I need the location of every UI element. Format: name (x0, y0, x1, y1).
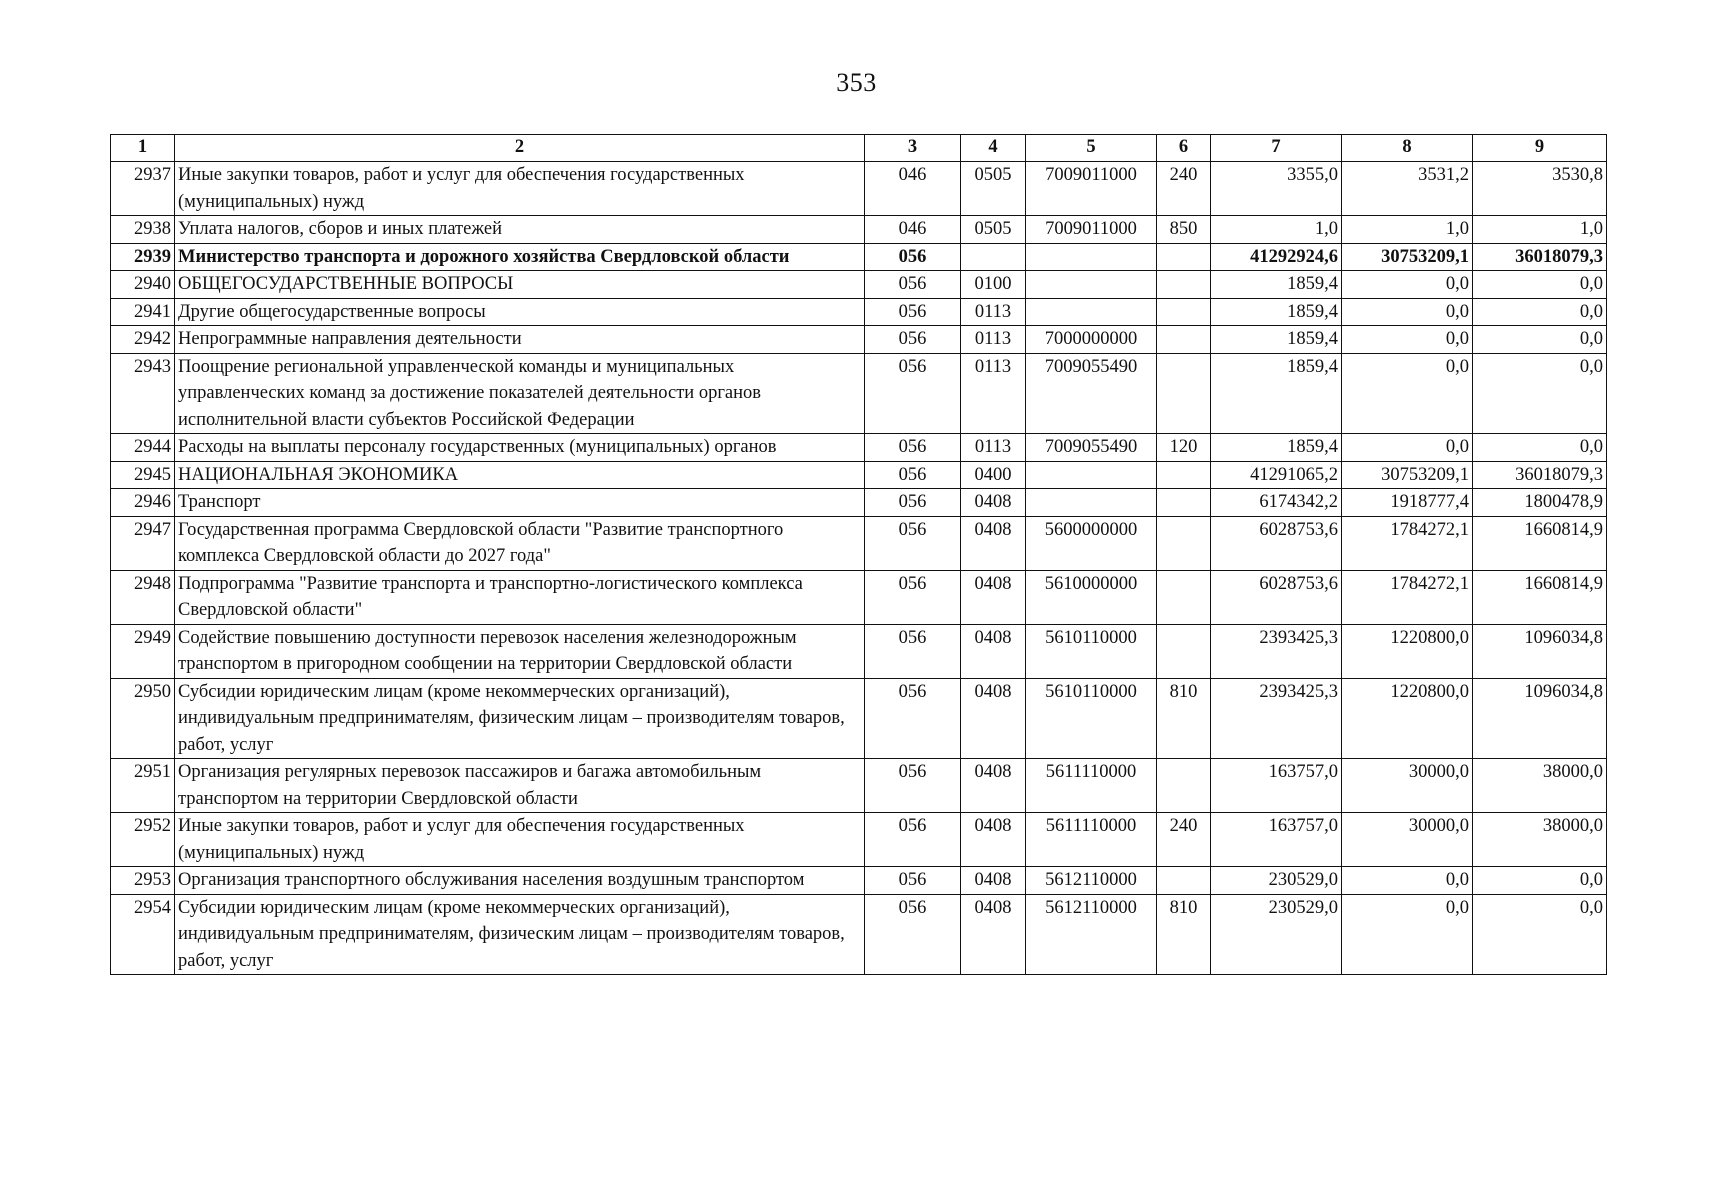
amount-col9-cell: 0,0 (1473, 326, 1607, 354)
amount-col9-cell: 0,0 (1473, 434, 1607, 462)
item-name-cell: Государственная программа Свердловской области "Развитие транспортного комплекса Свердловской области до 2027 года" (175, 516, 865, 570)
table-row (111, 867, 1607, 895)
table-row (111, 516, 1607, 570)
item-name-cell: Транспорт (175, 489, 865, 517)
target-article-cell: 7000000000 (1026, 326, 1157, 354)
item-name-cell: Расходы на выплаты персоналу государственных (муниципальных) органов (175, 434, 865, 462)
table-row (111, 813, 1607, 867)
amount-col7-cell: 163757,0 (1211, 813, 1342, 867)
amount-col8-cell: 0,0 (1342, 271, 1473, 299)
amount-col9-cell: 3530,8 (1473, 162, 1607, 216)
expense-type-cell: 240 (1157, 162, 1211, 216)
row-number-cell: 2937 (111, 162, 175, 216)
column-header-9: 9 (1473, 135, 1607, 162)
section-code-cell: 0408 (961, 624, 1026, 678)
ministry-code-cell: 056 (865, 353, 961, 434)
row-number-cell: 2945 (111, 461, 175, 489)
expense-type-cell (1157, 867, 1211, 895)
amount-col7-cell: 230529,0 (1211, 894, 1342, 975)
page-number: 353 (836, 68, 877, 97)
target-article-cell (1026, 298, 1157, 326)
target-article-cell: 7009055490 (1026, 353, 1157, 434)
section-code-cell: 0100 (961, 271, 1026, 299)
column-header-2: 2 (175, 135, 865, 162)
amount-col9-cell: 0,0 (1473, 867, 1607, 895)
section-code-cell: 0408 (961, 489, 1026, 517)
amount-col8-cell: 1784272,1 (1342, 516, 1473, 570)
target-article-cell: 5610110000 (1026, 624, 1157, 678)
expense-type-cell (1157, 243, 1211, 271)
target-article-cell: 5612110000 (1026, 867, 1157, 895)
table-row (111, 461, 1607, 489)
table-row (111, 216, 1607, 244)
section-code-cell: 0408 (961, 678, 1026, 759)
item-name-cell: Поощрение региональной управленческой команды и муниципальных управленческих команд за достижение показателей деятельности органов исполнительной власти субъектов Российской Федерации (175, 353, 865, 434)
target-article-cell: 5612110000 (1026, 894, 1157, 975)
table-row (111, 894, 1607, 975)
target-article-cell: 7009011000 (1026, 162, 1157, 216)
table-row (111, 678, 1607, 759)
amount-col8-cell: 0,0 (1342, 298, 1473, 326)
header-row (111, 135, 1607, 162)
amount-col8-cell: 1220800,0 (1342, 678, 1473, 759)
expense-type-cell: 240 (1157, 813, 1211, 867)
amount-col9-cell: 1,0 (1473, 216, 1607, 244)
section-code-cell: 0113 (961, 298, 1026, 326)
expense-type-cell (1157, 271, 1211, 299)
row-number-cell: 2939 (111, 243, 175, 271)
target-article-cell: 7009011000 (1026, 216, 1157, 244)
target-article-cell: 5611110000 (1026, 813, 1157, 867)
item-name-cell: Иные закупки товаров, работ и услуг для обеспечения государственных (муниципальных) нужд (175, 813, 865, 867)
item-name-cell: Другие общегосударственные вопросы (175, 298, 865, 326)
amount-col7-cell: 6028753,6 (1211, 570, 1342, 624)
ministry-code-cell: 056 (865, 894, 961, 975)
amount-col7-cell: 6174342,2 (1211, 489, 1342, 517)
item-name-cell: Подпрограмма "Развитие транспорта и транспортно-логистического комплекса Свердловской области" (175, 570, 865, 624)
column-header-1: 1 (111, 135, 175, 162)
table-row (111, 624, 1607, 678)
expense-type-cell (1157, 516, 1211, 570)
amount-col9-cell: 0,0 (1473, 298, 1607, 326)
amount-col9-cell: 1096034,8 (1473, 624, 1607, 678)
amount-col7-cell: 1859,4 (1211, 353, 1342, 434)
item-name-cell: Субсидии юридическим лицам (кроме некоммерческих организаций), индивидуальным предпринимателям, физическим лицам – производителям товаров, работ, услуг (175, 894, 865, 975)
item-name-cell: Уплата налогов, сборов и иных платежей (175, 216, 865, 244)
expense-type-cell: 810 (1157, 678, 1211, 759)
target-article-cell: 5610000000 (1026, 570, 1157, 624)
amount-col7-cell: 1859,4 (1211, 326, 1342, 354)
table-row (111, 326, 1607, 354)
amount-col7-cell: 1859,4 (1211, 271, 1342, 299)
amount-col7-cell: 1859,4 (1211, 434, 1342, 462)
expense-type-cell: 120 (1157, 434, 1211, 462)
amount-col7-cell: 6028753,6 (1211, 516, 1342, 570)
amount-col9-cell: 1660814,9 (1473, 516, 1607, 570)
ministry-code-cell: 056 (865, 243, 961, 271)
column-header-4: 4 (961, 135, 1026, 162)
target-article-cell: 5600000000 (1026, 516, 1157, 570)
section-code-cell: 0408 (961, 759, 1026, 813)
amount-col8-cell: 0,0 (1342, 353, 1473, 434)
row-number-cell: 2938 (111, 216, 175, 244)
section-code-cell: 0400 (961, 461, 1026, 489)
amount-col8-cell: 0,0 (1342, 894, 1473, 975)
expense-type-cell: 810 (1157, 894, 1211, 975)
table-row (111, 489, 1607, 517)
amount-col8-cell: 1,0 (1342, 216, 1473, 244)
row-number-cell: 2940 (111, 271, 175, 299)
budget-table (110, 134, 1607, 975)
table-row (111, 162, 1607, 216)
row-number-cell: 2949 (111, 624, 175, 678)
section-code-cell: 0113 (961, 353, 1026, 434)
column-header-7: 7 (1211, 135, 1342, 162)
column-header-8: 8 (1342, 135, 1473, 162)
ministry-code-cell: 056 (865, 516, 961, 570)
amount-col9-cell: 1096034,8 (1473, 678, 1607, 759)
amount-col8-cell: 30753209,1 (1342, 461, 1473, 489)
item-name-cell: НАЦИОНАЛЬНАЯ ЭКОНОМИКА (175, 461, 865, 489)
amount-col8-cell: 30000,0 (1342, 813, 1473, 867)
target-article-cell (1026, 489, 1157, 517)
table-body (111, 162, 1607, 975)
amount-col8-cell: 3531,2 (1342, 162, 1473, 216)
row-number-cell: 2953 (111, 867, 175, 895)
amount-col8-cell: 30753209,1 (1342, 243, 1473, 271)
expense-type-cell (1157, 326, 1211, 354)
section-code-cell: 0408 (961, 813, 1026, 867)
amount-col7-cell: 230529,0 (1211, 867, 1342, 895)
amount-col8-cell: 1784272,1 (1342, 570, 1473, 624)
ministry-code-cell: 056 (865, 624, 961, 678)
target-article-cell (1026, 461, 1157, 489)
section-code-cell (961, 243, 1026, 271)
expense-type-cell (1157, 353, 1211, 434)
amount-col7-cell: 41291065,2 (1211, 461, 1342, 489)
ministry-code-cell: 056 (865, 867, 961, 895)
amount-col8-cell: 0,0 (1342, 326, 1473, 354)
row-number-cell: 2947 (111, 516, 175, 570)
amount-col7-cell: 41292924,6 (1211, 243, 1342, 271)
amount-col9-cell: 38000,0 (1473, 759, 1607, 813)
ministry-code-cell: 056 (865, 434, 961, 462)
table-row (111, 243, 1607, 271)
target-article-cell (1026, 271, 1157, 299)
target-article-cell: 5611110000 (1026, 759, 1157, 813)
ministry-code-cell: 056 (865, 570, 961, 624)
column-header-5: 5 (1026, 135, 1157, 162)
expense-type-cell (1157, 489, 1211, 517)
column-header-6: 6 (1157, 135, 1211, 162)
ministry-code-cell: 046 (865, 162, 961, 216)
item-name-cell: Организация транспортного обслуживания населения воздушным транспортом (175, 867, 865, 895)
row-number-cell: 2948 (111, 570, 175, 624)
amount-col9-cell: 1800478,9 (1473, 489, 1607, 517)
section-code-cell: 0408 (961, 867, 1026, 895)
section-code-cell: 0408 (961, 570, 1026, 624)
target-article-cell (1026, 243, 1157, 271)
expense-type-cell (1157, 298, 1211, 326)
row-number-cell: 2952 (111, 813, 175, 867)
amount-col8-cell: 0,0 (1342, 434, 1473, 462)
section-code-cell: 0505 (961, 216, 1026, 244)
section-code-cell: 0505 (961, 162, 1026, 216)
amount-col8-cell: 1918777,4 (1342, 489, 1473, 517)
amount-col9-cell: 0,0 (1473, 271, 1607, 299)
row-number-cell: 2954 (111, 894, 175, 975)
row-number-cell: 2942 (111, 326, 175, 354)
table-row (111, 434, 1607, 462)
amount-col7-cell: 3355,0 (1211, 162, 1342, 216)
section-code-cell: 0408 (961, 516, 1026, 570)
amount-col9-cell: 1660814,9 (1473, 570, 1607, 624)
amount-col7-cell: 163757,0 (1211, 759, 1342, 813)
table-row (111, 271, 1607, 299)
expense-type-cell (1157, 624, 1211, 678)
amount-col9-cell: 36018079,3 (1473, 243, 1607, 271)
item-name-cell: Иные закупки товаров, работ и услуг для обеспечения государственных (муниципальных) нужд (175, 162, 865, 216)
ministry-code-cell: 056 (865, 813, 961, 867)
item-name-cell: Организация регулярных перевозок пассажиров и багажа автомобильным транспортом на территории Свердловской области (175, 759, 865, 813)
column-header-3: 3 (865, 135, 961, 162)
expense-type-cell (1157, 570, 1211, 624)
item-name-cell: Содействие повышению доступности перевозок населения железнодорожным транспортом в пригородном сообщении на территории Свердловской области (175, 624, 865, 678)
row-number-cell: 2944 (111, 434, 175, 462)
amount-col7-cell: 2393425,3 (1211, 678, 1342, 759)
ministry-code-cell: 056 (865, 489, 961, 517)
table-row (111, 353, 1607, 434)
amount-col7-cell: 1859,4 (1211, 298, 1342, 326)
ministry-code-cell: 056 (865, 759, 961, 813)
amount-col7-cell: 2393425,3 (1211, 624, 1342, 678)
ministry-code-cell: 046 (865, 216, 961, 244)
item-name-cell: Субсидии юридическим лицам (кроме некоммерческих организаций), индивидуальным предпринимателям, физическим лицам – производителям товаров, работ, услуг (175, 678, 865, 759)
section-code-cell: 0408 (961, 894, 1026, 975)
section-code-cell: 0113 (961, 434, 1026, 462)
amount-col9-cell: 36018079,3 (1473, 461, 1607, 489)
amount-col8-cell: 0,0 (1342, 867, 1473, 895)
amount-col8-cell: 30000,0 (1342, 759, 1473, 813)
target-article-cell: 7009055490 (1026, 434, 1157, 462)
table-row (111, 298, 1607, 326)
row-number-cell: 2950 (111, 678, 175, 759)
ministry-code-cell: 056 (865, 461, 961, 489)
table-row (111, 570, 1607, 624)
amount-col9-cell: 0,0 (1473, 353, 1607, 434)
item-name-cell: ОБЩЕГОСУДАРСТВЕННЫЕ ВОПРОСЫ (175, 271, 865, 299)
expense-type-cell (1157, 461, 1211, 489)
item-name-cell: Непрограммные направления деятельности (175, 326, 865, 354)
row-number-cell: 2946 (111, 489, 175, 517)
amount-col9-cell: 0,0 (1473, 894, 1607, 975)
section-code-cell: 0113 (961, 326, 1026, 354)
ministry-code-cell: 056 (865, 326, 961, 354)
row-number-cell: 2951 (111, 759, 175, 813)
expense-type-cell: 850 (1157, 216, 1211, 244)
ministry-code-cell: 056 (865, 678, 961, 759)
row-number-cell: 2943 (111, 353, 175, 434)
expense-type-cell (1157, 759, 1211, 813)
item-name-cell: Министерство транспорта и дорожного хозяйства Свердловской области (175, 243, 865, 271)
ministry-code-cell: 056 (865, 271, 961, 299)
table-row (111, 759, 1607, 813)
target-article-cell: 5610110000 (1026, 678, 1157, 759)
amount-col8-cell: 1220800,0 (1342, 624, 1473, 678)
amount-col7-cell: 1,0 (1211, 216, 1342, 244)
amount-col9-cell: 38000,0 (1473, 813, 1607, 867)
ministry-code-cell: 056 (865, 298, 961, 326)
row-number-cell: 2941 (111, 298, 175, 326)
